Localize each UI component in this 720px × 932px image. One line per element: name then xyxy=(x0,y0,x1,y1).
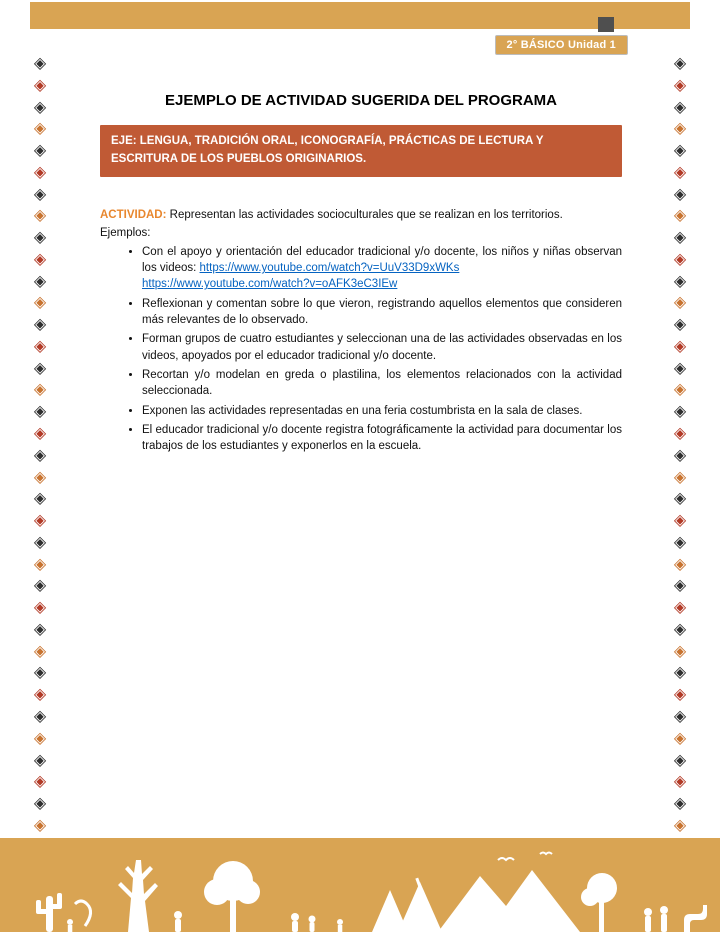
examples-label: Ejemplos: xyxy=(100,226,151,239)
ornament-border-left: ◈ ◈ ◈ ◈ ◈ ◈ ◈ ◈ ◈ ◈ ◈ ◈ ◈ ◈ ◈ ◈ ◈ ◈ ◈ ◈ ◈ ◈ ◈ ◈ ◈ ◈ ◈ ◈ ◈ ◈ ◈ ◈ ◈ ◈ ◈ ◈ xyxy=(33,55,47,834)
bullet-item: • Reflexionan y comentan sobre lo que vieron, registrando aquellos elementos que consideren más relevantes de lo observado. xyxy=(142,296,622,329)
content-area xyxy=(100,92,622,458)
bullet-videos-text: Con el apoyo y orientación del educador tradicional y/o docente, los niños y niñas observan los videos: xyxy=(142,245,622,275)
page-title: EJEMPLO DE ACTIVIDAD SUGERIDA DEL PROGRAMA xyxy=(165,92,557,109)
activity-paragraph xyxy=(100,207,622,223)
footer-illustration xyxy=(0,838,720,932)
bullet-item-videos xyxy=(142,244,622,293)
activity-text: Representan las actividades socioculturales que se realizan en los territorios. xyxy=(166,208,563,221)
person-icon xyxy=(174,911,182,932)
youtube-link-1[interactable]: https://www.youtube.com/watch?v=UuV33D9xWKs xyxy=(199,262,460,275)
bullet-item: • El educador tradicional y/o docente registra fotográficamente la actividad para documentar los trabajos de los estudiantes y exponerlos en la escuela. xyxy=(142,422,622,455)
activity-label: ACTIVIDAD: xyxy=(100,208,167,221)
top-accent-bar xyxy=(30,2,690,29)
bullet-item: • Exponen las actividades representadas en una feria costumbrista en la sala de clases. xyxy=(142,403,622,419)
eje-banner: EJE: LENGUA, TRADICIÓN ORAL, ICONOGRAFÍA, PRÁCTICAS DE LECTURA Y ESCRITURA DE LOS PUEBLOS ORIGINARIOS. xyxy=(100,125,622,177)
unit-badge: 2° BÁSICO Unidad 1 xyxy=(495,35,628,55)
ornament-border-right: ◈ ◈ ◈ ◈ ◈ ◈ ◈ ◈ ◈ ◈ ◈ ◈ ◈ ◈ ◈ ◈ ◈ ◈ ◈ ◈ ◈ ◈ ◈ ◈ ◈ ◈ ◈ ◈ ◈ ◈ ◈ ◈ ◈ ◈ ◈ ◈ xyxy=(673,55,687,834)
bullet-item: • Recortan y/o modelan en greda o plastilina, los elementos relacionados con la actividad seleccionada. xyxy=(142,367,622,400)
footer-landscape-svg xyxy=(0,838,720,932)
bullet-list xyxy=(114,244,622,455)
bullet-item: • Forman grupos de cuatro estudiantes y seleccionan una de las actividades observadas en los videos, apoyados por el educador tradicional y/o docente. xyxy=(142,331,622,364)
dark-notch xyxy=(598,17,614,32)
youtube-link-2[interactable]: https://www.youtube.com/watch?v=oAFK3eC3IEw xyxy=(142,278,398,291)
